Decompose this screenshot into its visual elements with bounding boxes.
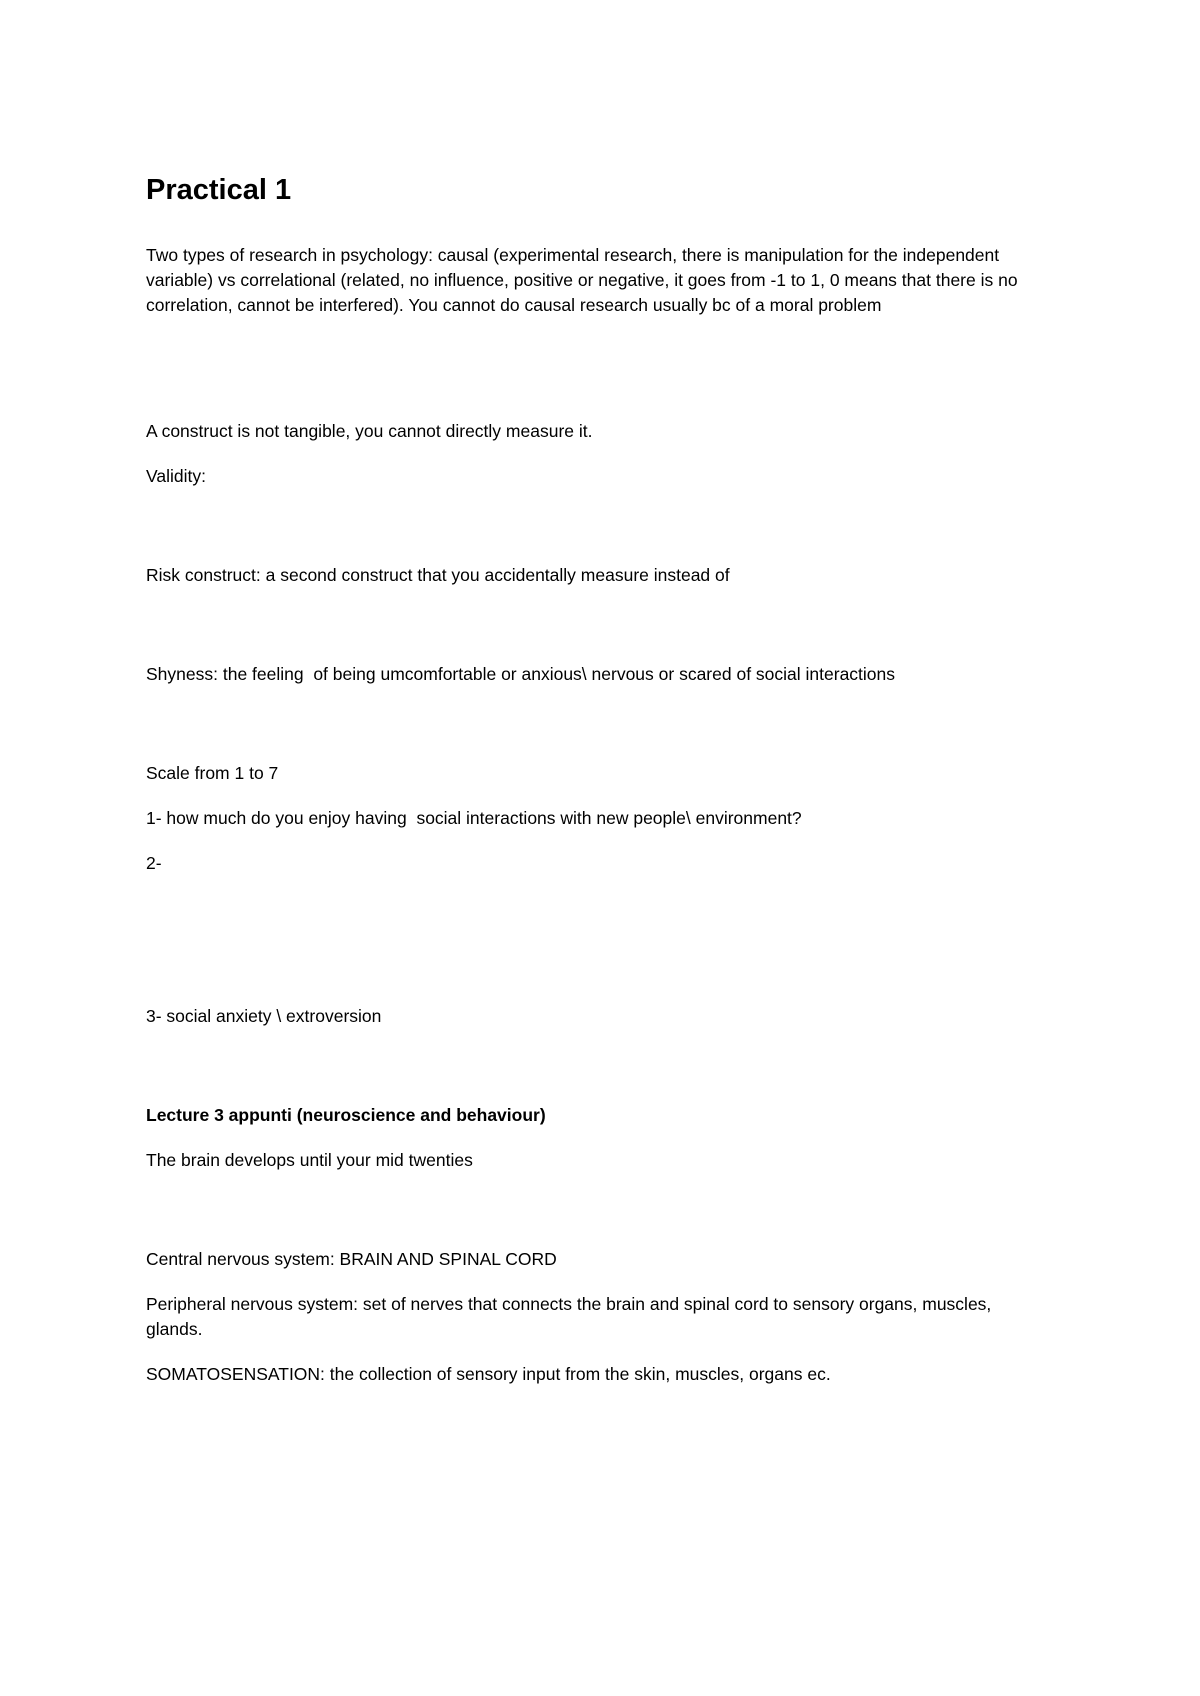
shyness-paragraph: Shyness: the feeling of being umcomfortable or anxious\ nervous or scared of social interactions bbox=[146, 664, 896, 684]
scale-item-3: 3- social anxiety \ extroversion bbox=[146, 1006, 382, 1026]
risk-construct-paragraph: Risk construct: a second construct that you accidentally measure instead of bbox=[146, 565, 730, 585]
scale-label: Scale from 1 to 7 bbox=[146, 763, 279, 783]
cns-paragraph: Central nervous system: BRAIN AND SPINAL CORD bbox=[146, 1249, 557, 1269]
pns-paragraph: Peripheral nervous system: set of nerves that connects the brain and spinal cord to sensory organs, muscles, glands. bbox=[146, 1294, 997, 1339]
research-types-paragraph: Two types of research in psychology: causal (experimental research, there is manipulation for the independent variable) vs correlational (related, no influence, positive or negative, it goes from -1 to 1, 0 means that there is no correlation, cannot be interfered). You cannot do causal research usually bc of a moral problem bbox=[146, 245, 1023, 315]
page-title: Practical 1 bbox=[146, 174, 292, 206]
lecture-heading: Lecture 3 appunti (neuroscience and behaviour) bbox=[146, 1105, 546, 1125]
brain-develops-paragraph: The brain develops until your mid twenties bbox=[146, 1150, 473, 1170]
scale-item-2: 2- bbox=[146, 853, 162, 873]
somatosensation-paragraph: SOMATOSENSATION: the collection of sensory input from the skin, muscles, organs ec. bbox=[146, 1364, 831, 1384]
scale-item-1: 1- how much do you enjoy having social interactions with new people\ environment? bbox=[146, 808, 802, 828]
construct-paragraph: A construct is not tangible, you cannot directly measure it. bbox=[146, 421, 593, 441]
validity-label: Validity: bbox=[146, 466, 206, 486]
